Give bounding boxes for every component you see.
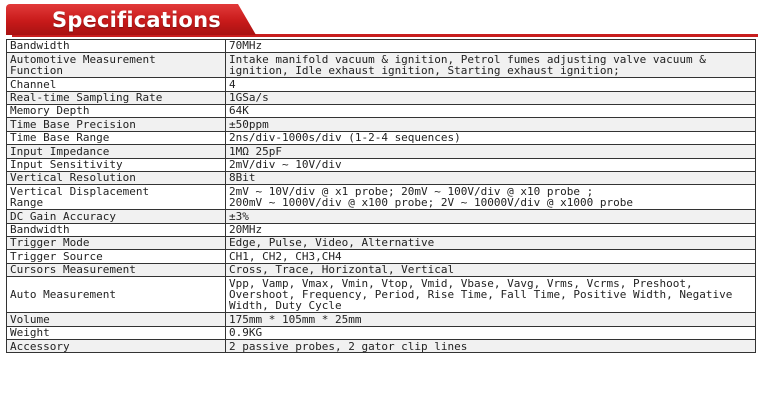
spec-label: Trigger Mode bbox=[7, 236, 226, 249]
spec-value: 8Bit bbox=[226, 171, 756, 184]
spec-row bbox=[7, 250, 756, 263]
spec-value: 2ns/div-1000s/div (1-2-4 sequences) bbox=[226, 131, 756, 144]
spec-label: Cursors Measurement bbox=[7, 263, 226, 276]
spec-label: Input Sensitivity bbox=[7, 158, 226, 171]
spec-value: Vpp, Vamp, Vmax, Vmin, Vtop, Vmid, Vbase, Vavg, Vrms, Vcrms, Preshoot, Overshoot, Frequency, Period, Rise Time, Fall Time, Positive Width, Negative Width, Duty Cycle bbox=[226, 277, 756, 313]
spec-row bbox=[7, 340, 756, 353]
spec-label: Accessory bbox=[7, 340, 226, 353]
spec-row bbox=[7, 313, 756, 326]
spec-label: Vertical Resolution bbox=[7, 171, 226, 184]
spec-row bbox=[7, 145, 756, 158]
spec-value: 70MHz bbox=[226, 40, 756, 53]
spec-value: 20MHz bbox=[226, 223, 756, 236]
spec-value: 4 bbox=[226, 78, 756, 91]
spec-row bbox=[7, 53, 756, 78]
specifications-table-body bbox=[7, 40, 756, 353]
spec-label: Time Base Precision bbox=[7, 118, 226, 131]
spec-label: Automotive Measurement Function bbox=[7, 53, 226, 78]
spec-label: Trigger Source bbox=[7, 250, 226, 263]
spec-row bbox=[7, 91, 756, 104]
spec-row bbox=[7, 40, 756, 53]
spec-row bbox=[7, 171, 756, 184]
spec-label: Bandwidth bbox=[7, 40, 226, 53]
spec-value: 2mV/div ~ 10V/div bbox=[226, 158, 756, 171]
spec-row bbox=[7, 131, 756, 144]
spec-label: Bandwidth bbox=[7, 223, 226, 236]
spec-label: Volume bbox=[7, 313, 226, 326]
spec-row bbox=[7, 118, 756, 131]
spec-label: Memory Depth bbox=[7, 104, 226, 117]
spec-value: ±3% bbox=[226, 210, 756, 223]
spec-row bbox=[7, 326, 756, 339]
spec-label: Weight bbox=[7, 326, 226, 339]
spec-value: ±50ppm bbox=[226, 118, 756, 131]
spec-value: 64K bbox=[226, 104, 756, 117]
spec-row bbox=[7, 236, 756, 249]
spec-row bbox=[7, 210, 756, 223]
spec-label: Time Base Range bbox=[7, 131, 226, 144]
spec-value: Edge, Pulse, Video, Alternative bbox=[226, 236, 756, 249]
spec-value: CH1, CH2, CH3,CH4 bbox=[226, 250, 756, 263]
spec-label: Auto Measurement bbox=[7, 277, 226, 313]
spec-row bbox=[7, 263, 756, 276]
spec-label: Real-time Sampling Rate bbox=[7, 91, 226, 104]
spec-value: 2mV ~ 10V/div @ x1 probe; 20mV ~ 100V/div @ x10 probe ; 200mV ~ 1000V/div @ x100 probe; 2V ~ 10000V/div @ x1000 probe bbox=[226, 185, 756, 210]
spec-label: DC Gain Accuracy bbox=[7, 210, 226, 223]
spec-row bbox=[7, 104, 756, 117]
specifications-header bbox=[6, 4, 758, 36]
spec-row bbox=[7, 277, 756, 313]
specifications-table bbox=[6, 39, 756, 353]
spec-row bbox=[7, 223, 756, 236]
page-title: Specifications bbox=[52, 8, 221, 32]
spec-label: Input Impedance bbox=[7, 145, 226, 158]
spec-value: 1MΩ 25pF bbox=[226, 145, 756, 158]
spec-label: Vertical Displacement Range bbox=[7, 185, 226, 210]
spec-row bbox=[7, 78, 756, 91]
spec-value: 175mm * 105mm * 25mm bbox=[226, 313, 756, 326]
spec-row bbox=[7, 158, 756, 171]
spec-value: 1GSa/s bbox=[226, 91, 756, 104]
spec-value: Cross, Trace, Horizontal, Vertical bbox=[226, 263, 756, 276]
spec-value: 2 passive probes, 2 gator clip lines bbox=[226, 340, 756, 353]
spec-row bbox=[7, 185, 756, 210]
spec-label: Channel bbox=[7, 78, 226, 91]
spec-value: 0.9KG bbox=[226, 326, 756, 339]
spec-value: Intake manifold vacuum & ignition, Petrol fumes adjusting valve vacuum & ignition, Idle exhaust ignition, Starting exhaust ignition; bbox=[226, 53, 756, 78]
